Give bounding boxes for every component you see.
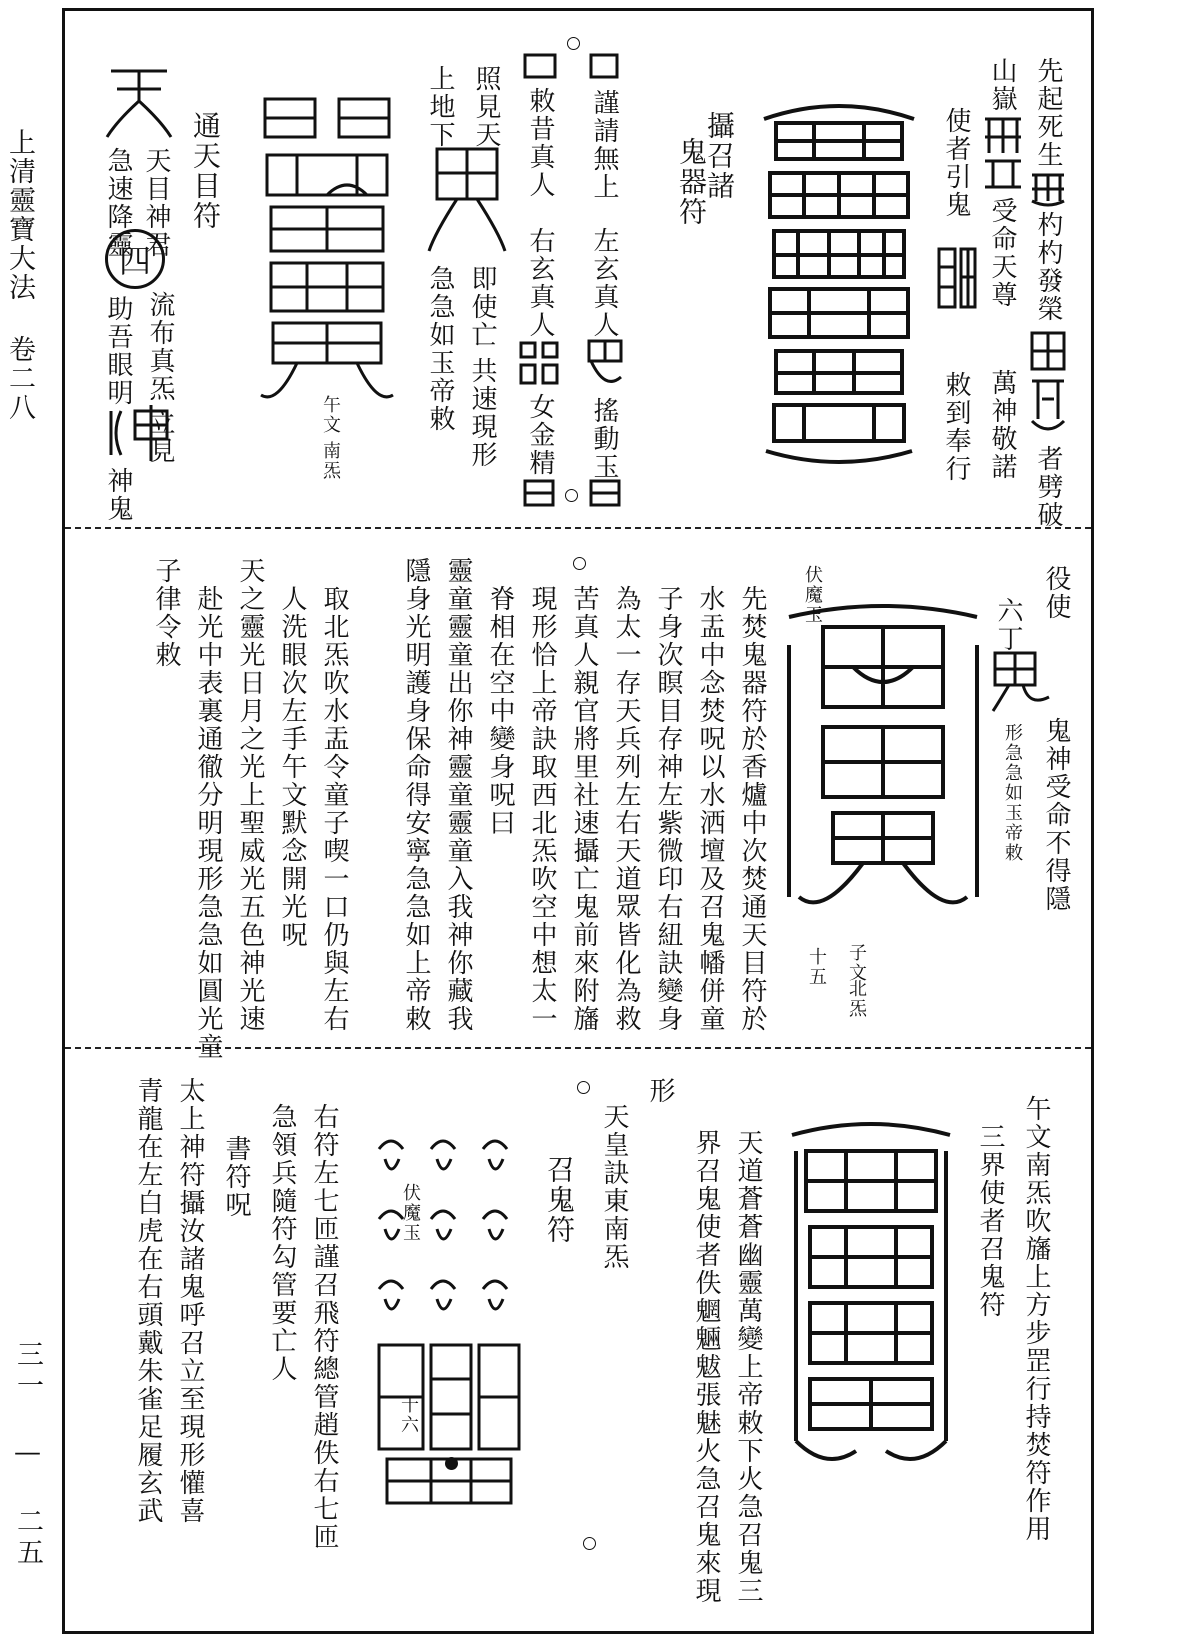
talisman-glyph (1027, 329, 1069, 439)
text-column: 天道蒼蒼幽靈萬變上帝敕下火急召鬼三 (733, 1129, 763, 1605)
text-column: 水盂中念焚呪以水洒壇及召鬼幡併童 (695, 585, 725, 1033)
talisman-glyph (521, 51, 559, 81)
text-column: 右玄真人 (525, 227, 555, 339)
talisman-glyph (1027, 169, 1069, 207)
text-column: 形 (645, 1077, 675, 1105)
text-column: 靈童靈童出你神靈童靈童入我神你藏我 (443, 557, 473, 1033)
filled-circle-mark (445, 1457, 458, 1470)
circled-character: 四 (105, 229, 165, 289)
text-column: 形急急如玉帝敕 (1002, 723, 1023, 863)
text-column: 書符呪 (221, 1135, 251, 1219)
text-column: 共速現形 (467, 357, 497, 469)
talisman-glyph (933, 243, 981, 313)
text-column: 三界使者召鬼符 (975, 1123, 1005, 1319)
text-column: 午文南炁吹旛上方步罡行持焚符作用 (1021, 1095, 1051, 1543)
text-column: 右符左七匝謹召飛符總管趙佚右七匝 (309, 1103, 339, 1551)
circle-mark (567, 37, 580, 50)
talisman-title: 召鬼符 (543, 1155, 576, 1245)
text-column: 役使 (1041, 565, 1071, 621)
text-column: 左玄真人 (589, 227, 619, 339)
circle-mark (565, 489, 578, 502)
talisman-title: 通天目符 (189, 111, 222, 231)
text-column: 即使亡 (467, 265, 497, 349)
section-divider-1 (65, 527, 1091, 529)
talisman-glyph (103, 61, 175, 141)
talisman-title: 攝召諸 (703, 111, 736, 201)
text-column: 隱身光明護身保命得安寧急急如上帝敕 (401, 557, 431, 1033)
text-column: 上地下 (425, 65, 455, 149)
talisman-glyph (517, 339, 561, 387)
circle-mark (573, 557, 586, 570)
large-talisman (257, 75, 397, 415)
text-column: 午文 (320, 395, 341, 435)
text-column: 六丁 (993, 597, 1023, 653)
text-column: 者劈破 (1033, 445, 1063, 529)
text-column: 搖動玉 (589, 397, 619, 481)
talisman-glyph (989, 647, 1059, 715)
text-column: 鬼神受命不得隱 (1041, 717, 1071, 913)
text-column: 急急如玉帝敕 (425, 265, 455, 433)
text-column: 伏魔玉 (400, 1183, 421, 1243)
text-column: 謹請無上 (589, 89, 619, 201)
text-column: 先焚鬼器符於香爐中次焚通天目符於 (737, 585, 767, 1033)
text-column: 助吾眼明 (103, 295, 133, 407)
text-column: 立見 (145, 409, 175, 465)
text-column: 脊相在空中變身呪曰 (485, 585, 515, 837)
large-talisman (785, 1111, 957, 1483)
talisman-glyph (587, 51, 621, 81)
text-column: 現形恰上帝訣取西北炁吹空中想太一 (527, 585, 557, 1033)
text-column: 天目神君 (141, 147, 171, 259)
text-column: 伏魔玉 (802, 565, 823, 625)
text-column: 取北炁吹水盂令童子喫一口仍與左右 (319, 585, 349, 1033)
text-column: 天之靈光日月之光上聖威光五色神光速 (235, 557, 265, 1033)
text-column: 萬神敬諾 (987, 369, 1017, 481)
text-column: 赴光中表裏通徹分明現形急急如圓光童 (193, 585, 223, 1061)
text-column: 苦真人親官將里社速攝亡鬼前來附旛 (569, 585, 599, 1033)
margin-page-number: 三一 — 二五 (12, 1340, 43, 1569)
text-column: 流布真炁 (145, 291, 175, 403)
text-column: 北炁 (846, 979, 867, 1019)
text-column: 敕昔真人 (525, 87, 555, 199)
text-column: 為太一存天兵列左右天道眾皆化為救 (611, 585, 641, 1033)
text-column: 界召鬼使者佚魍魎魃張魅火急召鬼來現 (691, 1129, 721, 1605)
text-column: 天皇訣東南炁 (599, 1103, 629, 1271)
text-column: 人洗眼次左手午文默念開光呪 (277, 585, 307, 949)
text-column: 照見天 (471, 65, 501, 149)
text-column: 急速降靈 (103, 147, 133, 259)
text-column: 子身次瞑目存神左紫微印右紐訣變身 (653, 585, 683, 1033)
margin-book-title: 上清靈寶大法 卷二八 (4, 128, 35, 422)
text-column: 使者引鬼 (941, 107, 971, 219)
text-column: 子文 (846, 943, 867, 983)
text-column: 十五 (806, 947, 827, 987)
text-column: 太上神符攝汝諸鬼呼召立至現形懽喜 (175, 1077, 205, 1525)
talisman-glyph (427, 143, 507, 253)
large-talisman (783, 597, 983, 927)
talisman-glyph (587, 477, 623, 509)
text-column: 十六 (398, 1395, 419, 1435)
text-column: 受命天尊 (987, 197, 1017, 309)
text-column: 子律令敕 (151, 557, 181, 669)
talisman-glyph (979, 113, 1027, 191)
text-column: 先起死生 (1033, 57, 1063, 169)
text-column: 山嶽 (987, 57, 1017, 113)
text-column: 神鬼 (103, 467, 133, 523)
talisman-glyph (521, 477, 557, 509)
text-column: 青龍在左白虎在右頭戴朱雀足履玄武 (133, 1077, 163, 1525)
large-talisman-seal (753, 89, 925, 469)
page-frame (62, 8, 1094, 1634)
talisman-glyph (585, 337, 625, 391)
large-talisman (371, 1129, 527, 1513)
text-column: 南炁 (320, 441, 341, 481)
text-column: 女金精 (525, 393, 555, 477)
circle-mark (577, 1081, 590, 1094)
text-column: 急領兵隨符勾管要亡人 (267, 1103, 297, 1383)
circle-mark (583, 1537, 596, 1550)
talisman-title: 鬼器符 (675, 137, 708, 227)
text-column: 杓杓發榮 (1033, 211, 1063, 323)
text-column: 敕到奉行 (941, 371, 971, 483)
